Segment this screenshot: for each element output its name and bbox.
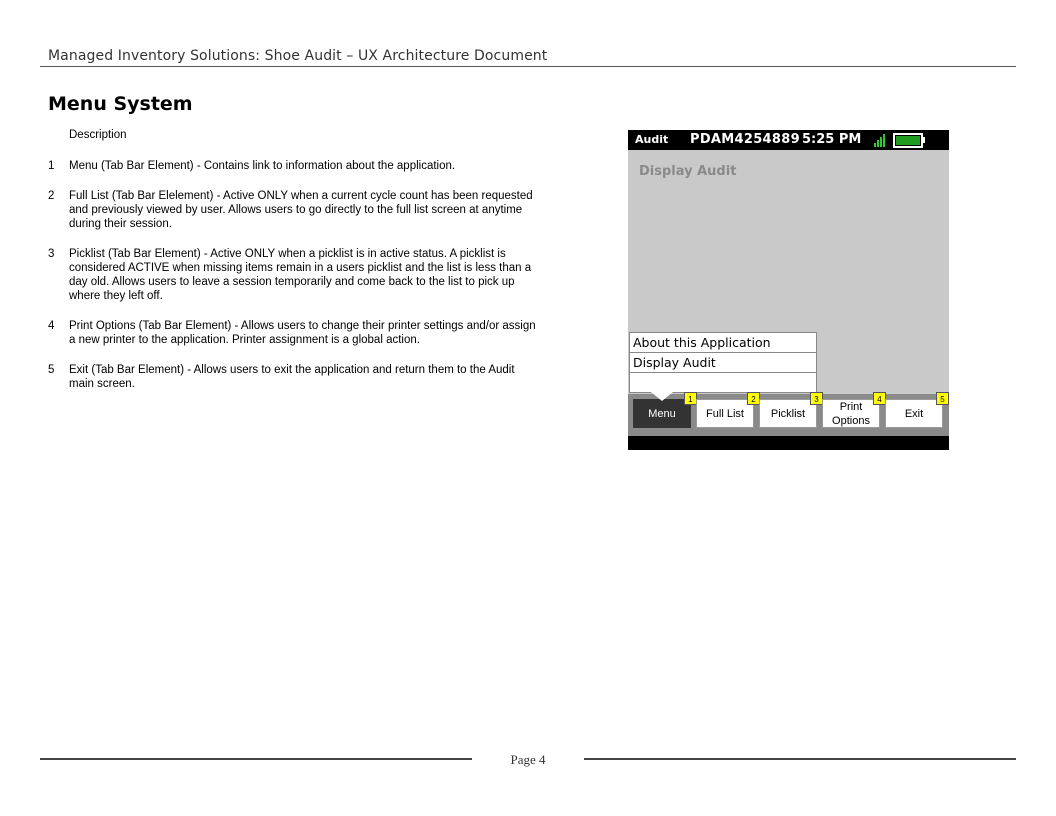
tab-full-list[interactable] bbox=[696, 395, 756, 428]
tab-exit[interactable] bbox=[885, 395, 945, 428]
item-text: Full List (Tab Bar Elelement) - Active ONLY when a current cycle count has been requested and previously viewed by user. Allows users to go directly to the full list screen at anytime during their session. bbox=[69, 190, 533, 230]
tab-label: Picklist bbox=[770, 407, 806, 420]
menu-pointer bbox=[651, 392, 673, 401]
status-time: 5:25 PM bbox=[802, 132, 862, 147]
section-title: Menu System bbox=[48, 93, 193, 115]
menu-popup bbox=[629, 332, 817, 393]
device-mockup bbox=[628, 130, 949, 450]
battery-icon bbox=[893, 133, 923, 148]
item-number: 5 bbox=[48, 364, 55, 376]
item-number: 2 bbox=[48, 190, 55, 202]
status-app-name: Audit bbox=[635, 133, 669, 146]
item-number: 3 bbox=[48, 248, 55, 260]
tab-badge: 1 bbox=[684, 392, 697, 405]
list-item bbox=[48, 189, 538, 231]
status-device-id: PDAM4254889 bbox=[690, 132, 800, 147]
description-label: Description bbox=[69, 129, 127, 141]
item-text: Picklist (Tab Bar Element) - Active ONLY when a picklist is in active status. A picklist is considered ACTIVE when missing items remain in a users picklist and the list is less than a day old. Allows users to leave a session temporarily and come back to the list to pick up where they left off. bbox=[69, 248, 532, 302]
footer-divider-left bbox=[40, 758, 472, 760]
tab-label: Print Options bbox=[832, 400, 870, 427]
status-bar bbox=[628, 130, 949, 150]
screen-title: Display Audit bbox=[639, 164, 737, 179]
item-number: 4 bbox=[48, 320, 55, 332]
description-list bbox=[48, 159, 538, 407]
tab-label: Full List bbox=[706, 407, 744, 420]
tab-print-options[interactable] bbox=[822, 395, 882, 428]
tab-label: Menu bbox=[648, 407, 676, 420]
header-divider bbox=[40, 66, 1016, 67]
list-item bbox=[48, 319, 538, 347]
tab-badge: 2 bbox=[747, 392, 760, 405]
tab-menu[interactable] bbox=[633, 395, 693, 428]
menu-item-about[interactable]: About this Application bbox=[630, 333, 816, 353]
battery-tip bbox=[922, 137, 925, 143]
tab-picklist[interactable] bbox=[759, 395, 819, 428]
item-text: Menu (Tab Bar Element) - Contains link to information about the application. bbox=[69, 160, 456, 172]
list-item bbox=[48, 363, 538, 391]
item-number: 1 bbox=[48, 160, 55, 172]
menu-item-empty[interactable] bbox=[630, 373, 816, 392]
list-item bbox=[48, 159, 538, 173]
tab-badge: 3 bbox=[810, 392, 823, 405]
tab-label: Exit bbox=[904, 407, 924, 420]
menu-item-display-audit[interactable]: Display Audit bbox=[630, 353, 816, 373]
footer-divider-right bbox=[584, 758, 1016, 760]
tab-bar bbox=[628, 394, 949, 436]
device-bottom-bar bbox=[628, 436, 949, 450]
item-text: Print Options (Tab Bar Element) - Allows users to change their printer settings and/or assign a new printer to the application. Printer assignment is a global action. bbox=[69, 320, 536, 346]
document-title: Managed Inventory Solutions: Shoe Audit – UX Architecture Document bbox=[48, 48, 548, 64]
tab-badge: 4 bbox=[873, 392, 886, 405]
signal-icon bbox=[874, 133, 888, 147]
list-item bbox=[48, 247, 538, 303]
page-number: Page 4 bbox=[510, 752, 546, 767]
item-text: Exit (Tab Bar Element) - Allows users to exit the application and return them to the Audit main screen. bbox=[69, 364, 515, 390]
tab-badge: 5 bbox=[936, 392, 949, 405]
